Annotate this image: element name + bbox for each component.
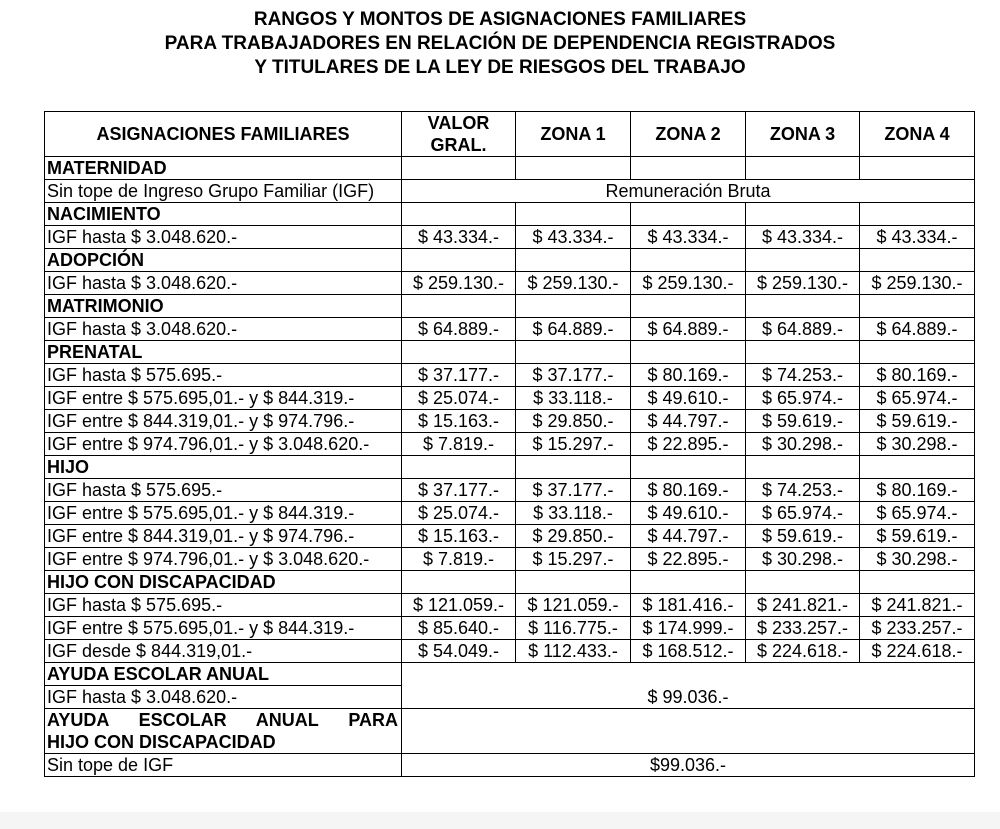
- amount-cell: $ 59.619.-: [746, 410, 860, 433]
- amount-cell: $ 44.797.-: [631, 525, 746, 548]
- empty-cell: [746, 249, 860, 272]
- table-row: [45, 410, 975, 433]
- amount-cell: $ 30.298.-: [860, 433, 975, 456]
- amount-cell: $ 259.130.-: [746, 272, 860, 295]
- amount-cell: $ 121.059.-: [516, 594, 631, 617]
- amount-cell: $ 15.297.-: [516, 433, 631, 456]
- amount-cell: $ 37.177.-: [516, 479, 631, 502]
- amount-cell: $ 241.821.-: [746, 594, 860, 617]
- amount-cell: $ 112.433.-: [516, 640, 631, 663]
- amount-cell: $ 65.974.-: [860, 502, 975, 525]
- table-row: [45, 686, 975, 709]
- empty-cell: [402, 203, 516, 226]
- empty-cell: [402, 341, 516, 364]
- row-label: IGF entre $ 575.695,01.- y $ 844.319.-: [45, 502, 402, 525]
- table-row: [45, 180, 975, 203]
- table-row: [45, 640, 975, 663]
- amount-cell: $ 59.619.-: [860, 525, 975, 548]
- section-title: ADOPCIÓN: [45, 249, 402, 272]
- row-label: IGF entre $ 974.796,01.- y $ 3.048.620.-: [45, 433, 402, 456]
- amount-cell: $ 65.974.-: [746, 502, 860, 525]
- empty-cell: [746, 295, 860, 318]
- amount-cell: $ 65.974.-: [860, 387, 975, 410]
- amount-cell: $ 43.334.-: [631, 226, 746, 249]
- section-title-line-2: HIJO CON DISCAPACIDAD: [47, 732, 276, 752]
- amount-cell: $ 22.895.-: [631, 433, 746, 456]
- amount-cell: $ 33.118.-: [516, 387, 631, 410]
- empty-cell: [746, 571, 860, 594]
- amount-cell: $ 30.298.-: [746, 548, 860, 571]
- empty-cell: [402, 571, 516, 594]
- amount-cell: $ 43.334.-: [516, 226, 631, 249]
- empty-cell: [860, 295, 975, 318]
- table-row: [45, 387, 975, 410]
- amount-cell: $ 74.253.-: [746, 364, 860, 387]
- header-zona-1: ZONA 1: [516, 112, 631, 157]
- header-zona-4: ZONA 4: [860, 112, 975, 157]
- header-valor: VALOR: [427, 113, 490, 133]
- amount-cell: $ 43.334.-: [746, 226, 860, 249]
- amount-cell: $ 259.130.-: [402, 272, 516, 295]
- empty-cell: [860, 341, 975, 364]
- empty-cell: [402, 249, 516, 272]
- section-row-matrimonio: [45, 295, 975, 318]
- row-label: IGF hasta $ 575.695.-: [45, 364, 402, 387]
- amount-cell: $ 15.163.-: [402, 525, 516, 548]
- amount-cell: $ 30.298.-: [860, 548, 975, 571]
- header-gral: GRAL.: [430, 135, 487, 155]
- row-label: IGF entre $ 844.319,01.- y $ 974.796.-: [45, 525, 402, 548]
- title-line-2: PARA TRABAJADORES EN RELACIÓN DE DEPENDENCIA REGISTRADOS: [164, 33, 836, 54]
- amount-cell: $ 259.130.-: [860, 272, 975, 295]
- amount-cell: $ 29.850.-: [516, 525, 631, 548]
- amount-cell: $ 15.163.-: [402, 410, 516, 433]
- section-title: HIJO: [45, 456, 402, 479]
- empty-cell: [746, 341, 860, 364]
- amount-cell: $ 80.169.-: [631, 479, 746, 502]
- amount-cell: $ 64.889.-: [746, 318, 860, 341]
- table-row: [45, 754, 975, 777]
- amount-cell: $ 121.059.-: [402, 594, 516, 617]
- table-row: [45, 525, 975, 548]
- amount-cell: $ 259.130.-: [516, 272, 631, 295]
- section-title-line-1: AYUDA ESCOLAR ANUAL PARA: [47, 710, 398, 730]
- empty-cell: [516, 203, 631, 226]
- row-label: Sin tope de IGF: [45, 754, 402, 777]
- row-label: IGF hasta $ 575.695.-: [45, 594, 402, 617]
- amount-cell: $ 233.257.-: [860, 617, 975, 640]
- empty-cell: [860, 571, 975, 594]
- amount-cell: $ 49.610.-: [631, 387, 746, 410]
- amount-cell: $ 74.253.-: [746, 479, 860, 502]
- allowances-table: [44, 111, 975, 777]
- section-title: AYUDA ESCOLAR ANUAL: [45, 663, 402, 686]
- amount-cell: $ 65.974.-: [746, 387, 860, 410]
- header-zona-3: ZONA 3: [746, 112, 860, 157]
- amount-cell: $ 80.169.-: [631, 364, 746, 387]
- header-zona-2: ZONA 2: [631, 112, 746, 157]
- amount-cell: $ 168.512.-: [631, 640, 746, 663]
- amount-cell: $ 7.819.-: [402, 548, 516, 571]
- empty-cell: [516, 456, 631, 479]
- merged-value: Remuneración Bruta: [402, 180, 975, 203]
- table-row: [45, 226, 975, 249]
- empty-cell: [516, 571, 631, 594]
- amount-cell: $ 37.177.-: [516, 364, 631, 387]
- amount-cell: $ 22.895.-: [631, 548, 746, 571]
- table-row: [45, 479, 975, 502]
- empty-cell: [631, 203, 746, 226]
- amount-cell: $ 241.821.-: [860, 594, 975, 617]
- page-footer-strip: [0, 812, 1000, 829]
- amount-cell: $ 59.619.-: [860, 410, 975, 433]
- amount-cell: $ 37.177.-: [402, 479, 516, 502]
- row-label: IGF desde $ 844.319,01.-: [45, 640, 402, 663]
- amount-cell: $ 43.334.-: [860, 226, 975, 249]
- amount-cell: $ 233.257.-: [746, 617, 860, 640]
- section-title: MATRIMONIO: [45, 295, 402, 318]
- section-row-prenatal: [45, 341, 975, 364]
- amount-cell: $ 54.049.-: [402, 640, 516, 663]
- row-label: IGF hasta $ 3.048.620.-: [45, 686, 402, 709]
- amount-cell: $ 64.889.-: [516, 318, 631, 341]
- amount-cell: $ 85.640.-: [402, 617, 516, 640]
- amount-cell: $ 259.130.-: [631, 272, 746, 295]
- section-title: PRENATAL: [45, 341, 402, 364]
- empty-cell: [516, 341, 631, 364]
- title-line-3: Y TITULARES DE LA LEY DE RIESGOS DEL TRABAJO: [254, 57, 746, 78]
- empty-cell: [860, 203, 975, 226]
- section-row-ayuda-escolar: [45, 663, 975, 686]
- section-row-hijo-discapacidad: [45, 571, 975, 594]
- empty-cell: [746, 456, 860, 479]
- row-label: IGF hasta $ 3.048.620.-: [45, 226, 402, 249]
- table-row: [45, 364, 975, 387]
- amount-cell: $ 44.797.-: [631, 410, 746, 433]
- row-label: IGF entre $ 844.319,01.- y $ 974.796.-: [45, 410, 402, 433]
- empty-cell: [746, 203, 860, 226]
- amount-cell: $ 7.819.-: [402, 433, 516, 456]
- amount-cell: $ 37.177.-: [402, 364, 516, 387]
- empty-cell: [631, 249, 746, 272]
- amount-cell: $ 30.298.-: [746, 433, 860, 456]
- empty-cell: [631, 456, 746, 479]
- table-row: [45, 502, 975, 525]
- table-row: [45, 548, 975, 571]
- amount-cell: $ 25.074.-: [402, 387, 516, 410]
- section-title: MATERNIDAD: [45, 157, 402, 180]
- amount-cell: $ 116.775.-: [516, 617, 631, 640]
- empty-cell: [631, 341, 746, 364]
- row-label: IGF entre $ 575.695,01.- y $ 844.319.-: [45, 387, 402, 410]
- amount-cell: $ 80.169.-: [860, 479, 975, 502]
- empty-cell: [860, 249, 975, 272]
- title-line-1: RANGOS Y MONTOS DE ASIGNACIONES FAMILIARES: [253, 9, 747, 30]
- table-row: [45, 594, 975, 617]
- empty-cell: [402, 295, 516, 318]
- table-row: [45, 617, 975, 640]
- row-label: Sin tope de Ingreso Grupo Familiar (IGF): [45, 180, 402, 203]
- empty-cell: [631, 295, 746, 318]
- table-row: [45, 272, 975, 295]
- amount-cell: $ 64.889.-: [402, 318, 516, 341]
- amount-cell: $ 181.416.-: [631, 594, 746, 617]
- row-label: IGF entre $ 575.695,01.- y $ 844.319.-: [45, 617, 402, 640]
- table-row: [45, 433, 975, 456]
- amount-cell: $ 64.889.-: [860, 318, 975, 341]
- amount-cell: $ 43.334.-: [402, 226, 516, 249]
- section-row-maternidad: [45, 157, 975, 180]
- row-label: IGF hasta $ 575.695.-: [45, 479, 402, 502]
- header-row: [45, 112, 975, 157]
- amount-cell: $ 15.297.-: [516, 548, 631, 571]
- amount-cell: $ 59.619.-: [746, 525, 860, 548]
- section-row-nacimiento: [45, 203, 975, 226]
- amount-cell: $ 33.118.-: [516, 502, 631, 525]
- merged-value: $ 99.036.-: [402, 686, 975, 709]
- document-title: [0, 8, 1000, 80]
- amount-cell: $ 29.850.-: [516, 410, 631, 433]
- empty-cell: [516, 295, 631, 318]
- amount-cell: $ 49.610.-: [631, 502, 746, 525]
- header-asignaciones: ASIGNACIONES FAMILIARES: [45, 112, 402, 157]
- empty-cell: [516, 249, 631, 272]
- empty-cell: [860, 456, 975, 479]
- section-title: [45, 709, 402, 754]
- empty-cell: [402, 456, 516, 479]
- row-label: IGF hasta $ 3.048.620.-: [45, 318, 402, 341]
- amount-cell: $ 224.618.-: [746, 640, 860, 663]
- amount-cell: $ 64.889.-: [631, 318, 746, 341]
- table-row: [45, 318, 975, 341]
- amount-cell: $ 174.999.-: [631, 617, 746, 640]
- section-row-ayuda-escolar-discapacidad: [45, 709, 975, 754]
- row-label: IGF entre $ 974.796,01.- y $ 3.048.620.-: [45, 548, 402, 571]
- row-label: IGF hasta $ 3.048.620.-: [45, 272, 402, 295]
- amount-cell: $ 80.169.-: [860, 364, 975, 387]
- section-row-hijo: [45, 456, 975, 479]
- section-title: HIJO CON DISCAPACIDAD: [45, 571, 402, 594]
- section-row-adopcion: [45, 249, 975, 272]
- header-valor-gral: [402, 112, 516, 157]
- section-title: NACIMIENTO: [45, 203, 402, 226]
- amount-cell: $ 25.074.-: [402, 502, 516, 525]
- empty-cell: [631, 571, 746, 594]
- amount-cell: $ 224.618.-: [860, 640, 975, 663]
- merged-value: $99.036.-: [402, 754, 975, 777]
